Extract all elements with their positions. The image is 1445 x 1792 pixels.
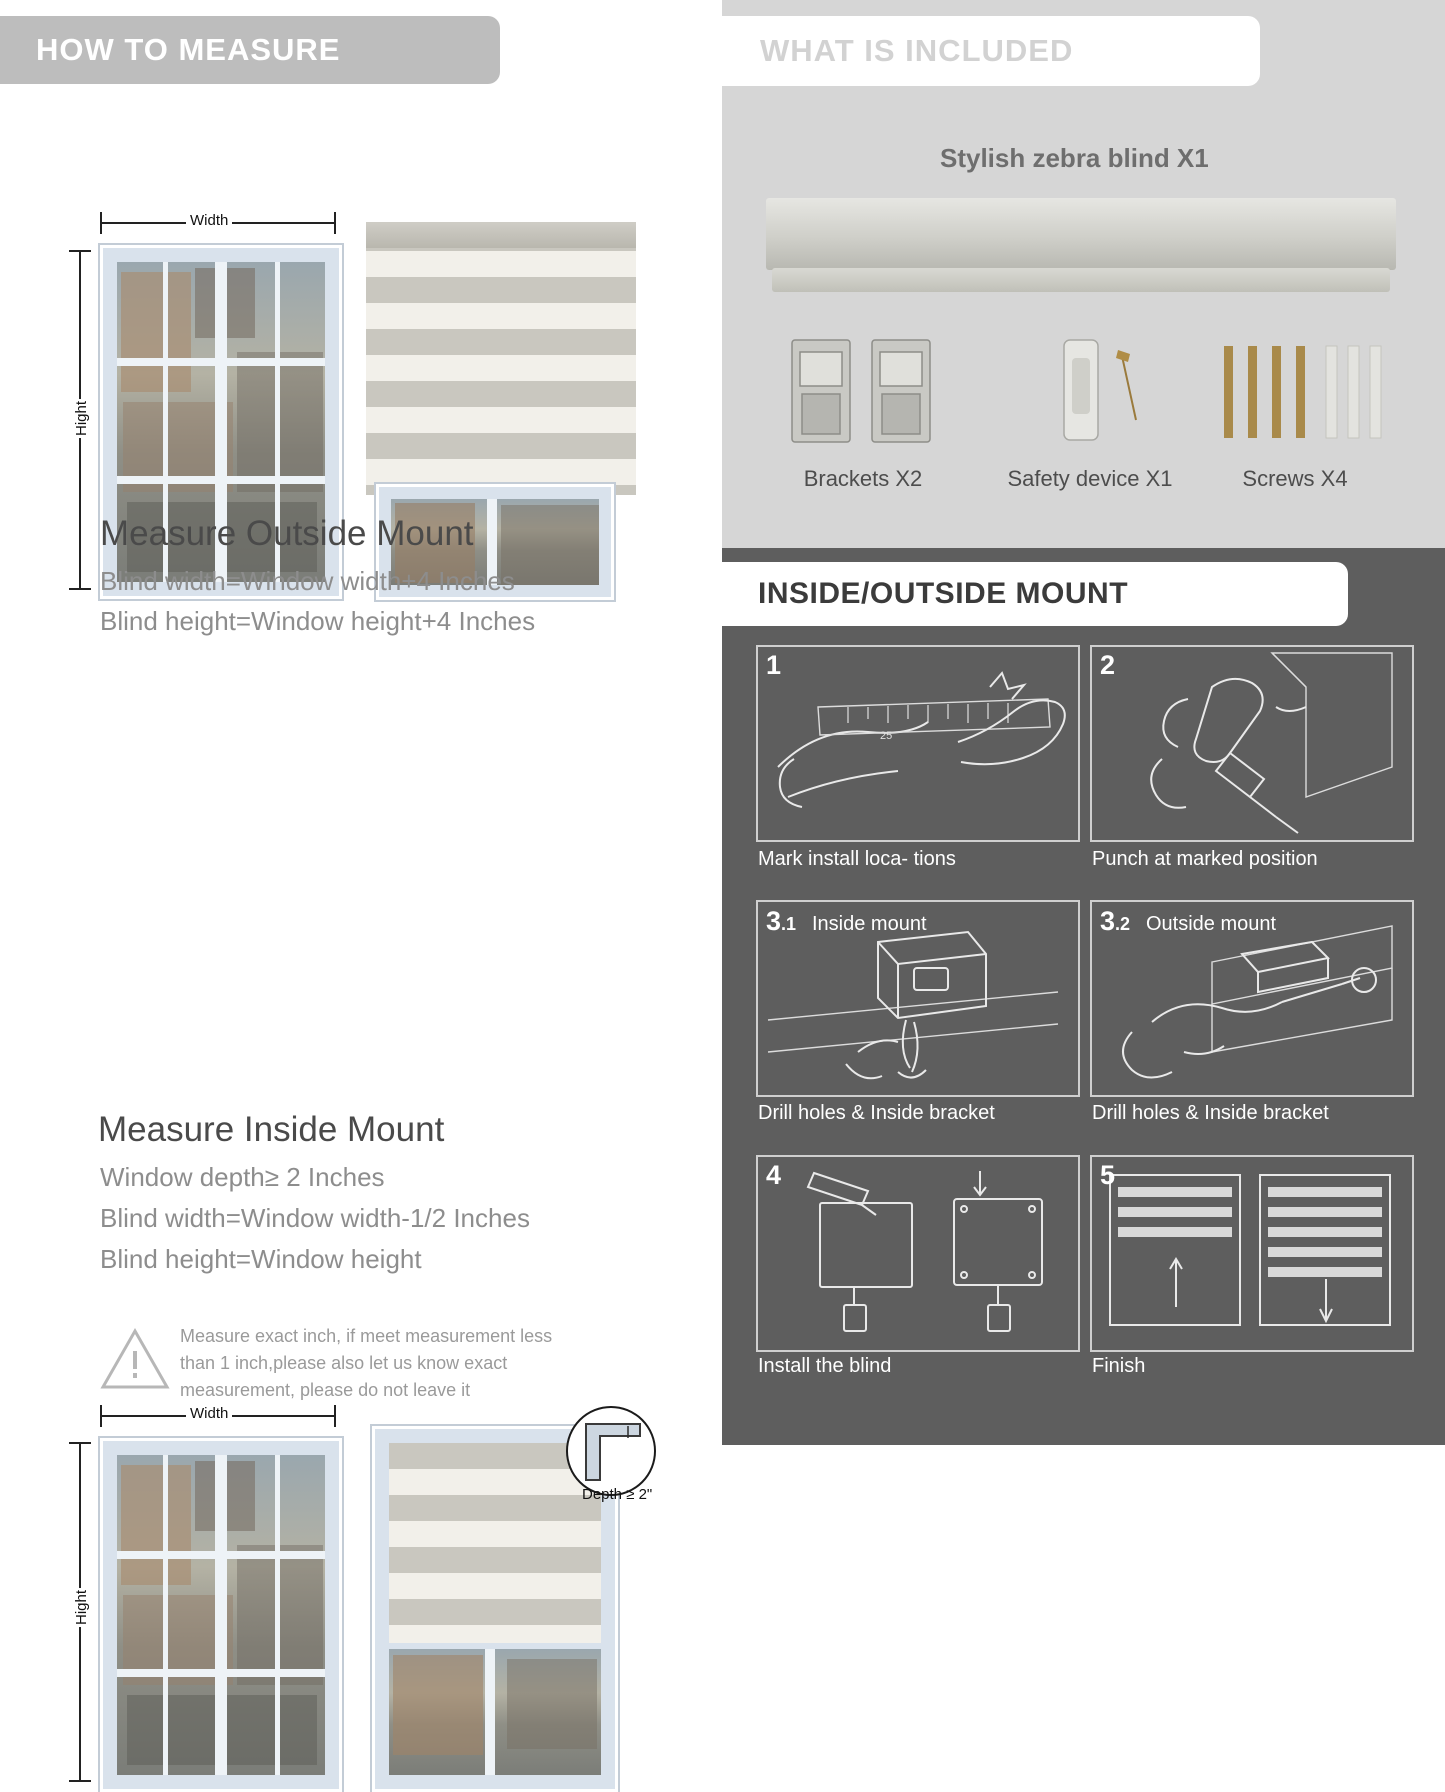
finish-blind-icon [1092,1157,1408,1346]
drill-icon [1092,647,1408,836]
how-to-measure-panel [0,0,706,1626]
height-dim-tick-top [69,250,91,252]
part-label-screws: Screws X4 [1242,466,1348,491]
safety-device-icon [1058,336,1168,446]
step-3-2-subtitle: Outside mount [1146,913,1277,935]
outside-mount-line-1: Blind width=Window width+4 Inches [100,566,515,596]
step-5-box [1090,1155,1414,1352]
inside-mount-line-3: Blind height=Window height [100,1244,422,1274]
inside-mount-line-2: Blind width=Window width-1/2 Inches [100,1203,530,1233]
step-2-number: 2 [1100,650,1116,680]
bracket-icon [788,336,938,446]
step-3-1-subtitle: Inside mount [812,913,927,935]
blind-headrail-outside [366,222,636,248]
inside-width-tick-left [100,1405,102,1427]
step-4-number: 4 [766,1160,782,1190]
outside-mount-line-2: Blind height=Window height+4 Inches [100,606,536,636]
svg-text:25: 25 [880,730,893,742]
step-2-caption: Punch at marked position [1092,848,1318,870]
inside-height-tick-bottom [69,1780,91,1782]
note-line-1: Measure exact inch, if meet measurement less [180,1326,553,1346]
how-to-measure-banner-label: HOW TO MEASURE [36,32,341,67]
outside-mount-diagram [0,100,706,500]
step-2-box [1090,645,1414,842]
step-3-1-number: 3.1 [766,906,797,936]
inside-height-label: Hight [73,1589,91,1626]
part-label-safety-device: Safety device X1 [1007,466,1173,491]
how-to-measure-banner [0,16,500,84]
zebra-blind-product [766,198,1396,270]
step-3-2-caption: Drill holes & Inside bracket [1092,1102,1329,1124]
width-label: Width [186,212,232,229]
step-5-caption: Finish [1092,1355,1146,1377]
step-3-1-caption: Drill holes & Inside bracket [758,1102,995,1124]
part-label-brackets: Brackets X2 [803,466,923,491]
inside-height-tick-top [69,1442,91,1444]
outside-mount-title: Measure Outside Mount [100,514,474,553]
step-5-number: 5 [1100,1160,1116,1190]
warning-triangle-icon [100,1325,170,1393]
what-is-included-banner [722,16,1260,86]
step-4-caption: Install the blind [758,1355,892,1377]
step-1-box [756,645,1080,842]
step-1-number: 1 [766,650,782,680]
step-1-caption: Mark install loca- tions [758,848,956,870]
inside-mount-line-1: Window depth≥ 2 Inches [100,1162,385,1192]
zebra-blind-bottom-rail [772,268,1390,292]
width-dim-tick-right [334,212,336,234]
width-dim-tick-left [100,212,102,234]
zebra-blind-outside [366,225,636,495]
height-label: Hight [73,400,91,437]
what-is-included-banner-label: WHAT IS INCLUDED [760,33,1074,68]
note-line-3: measurement, please do not leave it [180,1380,471,1400]
inside-outside-mount-banner-label: INSIDE/OUTSIDE MOUNT [758,577,1129,610]
window-frame-inside [100,1438,342,1792]
install-blind-icon [758,1157,1074,1346]
inside-outside-mount-banner [722,562,1348,626]
included-main-item-label: Stylish zebra blind X1 [940,143,1209,173]
screw-icon [1214,340,1384,444]
height-dim-tick-bottom [69,588,91,590]
note-line-2: than 1 inch,please also let us know exact [180,1353,508,1373]
measure-tape-icon [758,647,1074,836]
step-4-box [756,1155,1080,1352]
step-3-2-number: 3.2 [1100,906,1131,936]
inside-width-tick-right [334,1405,336,1427]
inside-mount-title: Measure Inside Mount [98,1110,445,1149]
inside-width-label: Width [186,1405,232,1422]
depth-label: Depth ≥ 2" [582,1486,653,1503]
